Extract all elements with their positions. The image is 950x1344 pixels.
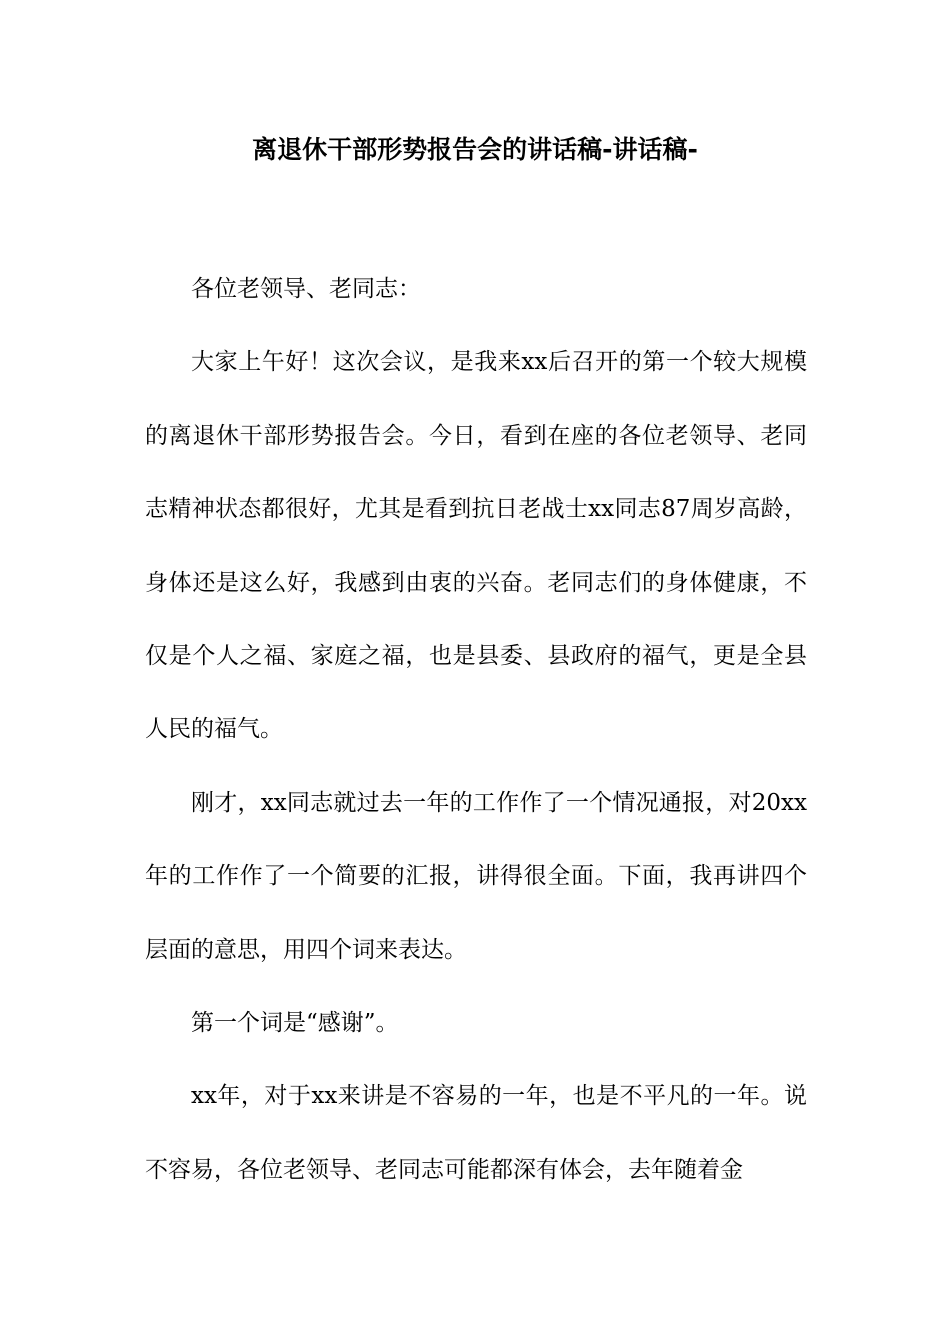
paragraph-opening: 大家上午好！这次会议，是我来xx后召开的第一个较大规模的离退休干部形势报告会。今日，看到在座的各位老领导、老同志精神状态都很好，尤其是看到抗日老战士xx同志87周岁高龄，身体还是这么好，我感到由衷的兴奋。老同志们的身体健康，不仅是个人之福、家庭之福，也是县委、县政府的福气，更是全县人民的福气。 <box>145 349 807 743</box>
paragraph-report: 刚才，xx同志就过去一年的工作作了一个情况通报，对20xx年的工作作了一个简要的汇报，讲得很全面。下面，我再讲四个层面的意思，用四个词来表达。 <box>145 789 807 963</box>
paragraph-year-review: xx年，对于xx来讲是不容易的一年，也是不平凡的一年。说不容易，各位老领导、老同志可能都深有体会，去年随着金 <box>145 1083 807 1183</box>
paragraph-greeting: 各位老领导、老同志： <box>191 276 421 302</box>
document-body <box>145 253 807 1207</box>
document-title: 离退休干部形势报告会的讲话稿-讲话稿- <box>252 135 698 164</box>
paragraph-first-word: 第一个词是“感谢”。 <box>191 1010 399 1037</box>
